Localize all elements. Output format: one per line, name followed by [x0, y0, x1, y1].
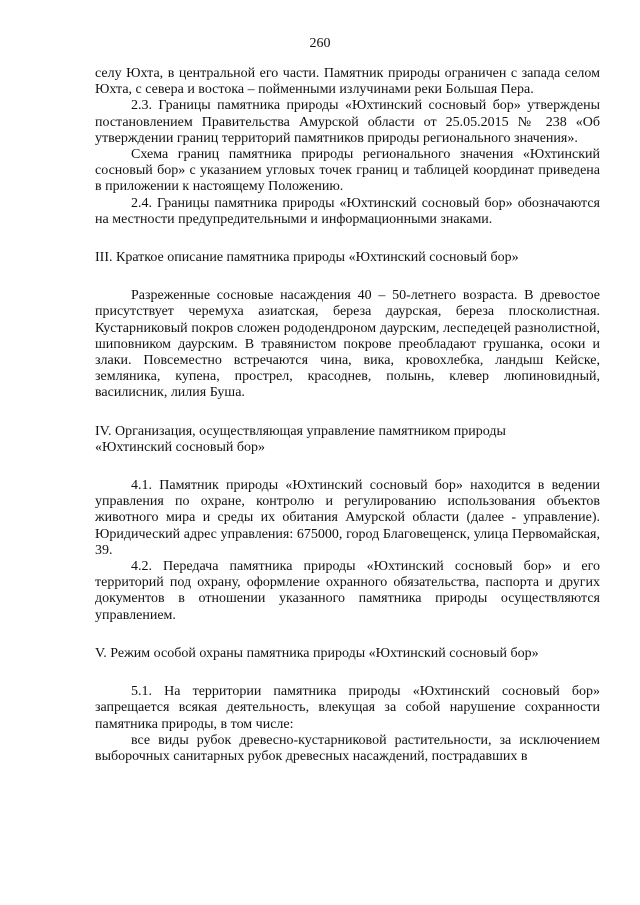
paragraph-4-1: 4.1. Памятник природы «Юхтинский сосновый бор» находится в ведении управления по охране, контролю и регулированию использования объектов животного мира и среды их обитания Амурской области (далее - управление). Юридический адрес управления: 675000, город Благовещенск, улица Первомайская, 39. — [95, 478, 600, 558]
paragraph-scheme: Схема границ памятника природы регионального значения «Юхтинский сосновый бор» с указанием угловых точек границ и таблицей координат приведена в приложении к настоящему Положению. — [95, 147, 600, 195]
section-4-heading-line2: «Юхтинский сосновый бор» — [95, 439, 266, 455]
paragraph-4-2: 4.2. Передача памятника природы «Юхтинский сосновый бор» и его территорий под охрану, оформление охранного обязательства, паспорта и других документов в отношении указанного памятника природы осуществляются управлением. — [95, 559, 600, 623]
page-number: 260 — [309, 36, 331, 51]
paragraph-description: Разреженные сосновые насаждения 40 – 50-летнего возраста. В древостое присутствует черемуха азиатская, береза даурская, береза плосколистная. Кустарниковый покров сложен рододендроном даурским, леспедецей разнолистной, шиповником даурским. В травянистом покрове преобладают грушанка, осоки и злаки. Повсеместно встречаются чина, вика, кровохлебка, ландыш Кейске, земляника, купена, прострел, красоднев, полынь, клевер люпиновидный, василисник, лилия Буша. — [95, 288, 600, 401]
section-4-heading-line1: IV. Организация, осуществляющая управление памятником природы — [95, 423, 506, 439]
document-body — [95, 66, 600, 765]
paragraph-2-3: 2.3. Границы памятника природы «Юхтинский сосновый бор» утверждены постановлением Правительства Амурской области от 25.05.2015 № 238 «Об утверждении границ территорий памятников природы регионального значения». — [95, 98, 600, 146]
paragraph-continuation: селу Юхта, в центральной его части. Памятник природы ограничен с запада селом Юхта, с севера и востока – пойменными излучинами реки Большая Пера. — [95, 66, 600, 98]
paragraph-restriction-logging: все виды рубок древесно-кустарниковой растительности, за исключением выборочных санитарных рубок древесных насаждений, пострадавших в — [95, 732, 600, 764]
paragraph-5-1: 5.1. На территории памятника природы «Юхтинский сосновый бор» запрещается всякая деятельность, влекущая за собой нарушение сохранности памятника природы, в том числе: — [95, 684, 600, 732]
paragraph-2-4: 2.4. Границы памятника природы «Юхтинский сосновый бор» обозначаются на местности предупредительными и информационными знаками. — [95, 195, 600, 227]
section-5-heading: V. Режим особой охраны памятника природы «Юхтинский сосновый бор» — [95, 645, 539, 661]
section-3-heading: III. Краткое описание памятника природы «Юхтинский сосновый бор» — [95, 250, 519, 266]
